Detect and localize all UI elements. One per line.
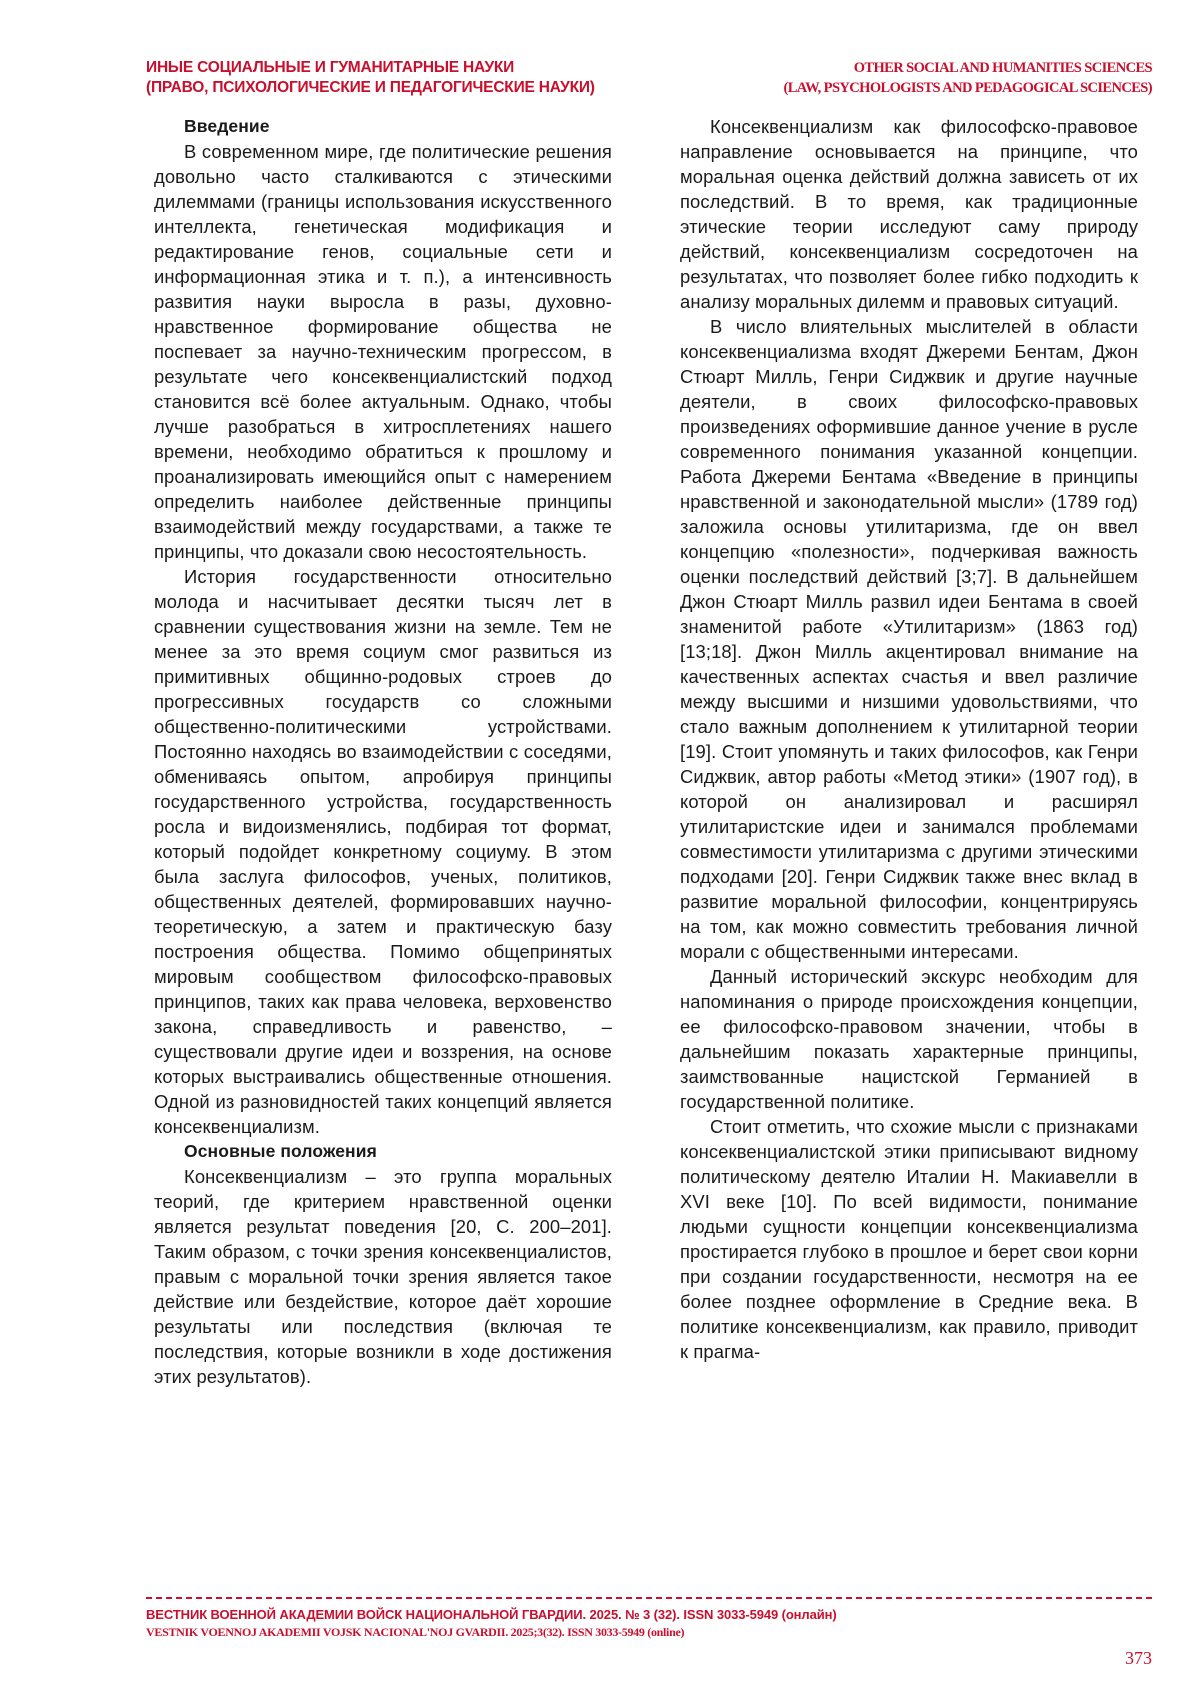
paragraph-right-4: Стоит отметить, что схожие мысли с признаками консеквенциалистской этики приписывают видному политическому деятелю Италии Н. Макиавелли в XVI веке [10]. По всей видимости, понимание людьми сущности концепции консеквенциализма простирается глубоко в прошлое и берет свои корни при создании государственности, несмотря на ее более позднее оформление в Средние века. В политике консеквенциализм, как правило, приводит к прагма-	[680, 1116, 1138, 1362]
paragraph-main-1: Консеквенциализм – это группа моральных теорий, где критерием нравственной оценки является результат поведения [20, С. 200–201]. Таким образом, с точки зрения консеквенциалистов, правым с моральной точки зрения является такое действие или бездействие, которое даёт хорошие результаты или последствия (включая те последствия, которые возникли в ходе достижения этих результатов).	[154, 1166, 612, 1387]
footer-divider	[146, 1597, 1152, 1599]
right-text-column	[680, 114, 1138, 1364]
header-en-line1: OTHER SOCIAL AND HUMANITIES SCIENCES	[853, 60, 1152, 76]
header-ru-line1: ИНЫЕ СОЦИАЛЬНЫЕ И ГУМАНИТАРНЫЕ НАУКИ	[146, 59, 515, 76]
paragraph-right-2: В число влиятельных мыслителей в области консеквенциализма входят Джереми Бентам, Джон Стюарт Милль, Генри Сиджвик и другие научные деятели, в своих философско-правовых произведениях оформившие данное учение в русле современного понимания указанной концепции. Работа Джереми Бентама «Введение в принципы нравственной и законодательной мысли» (1789 год) заложила основы утилитаризма, где он ввел концепцию «полезности», подчеркивая важность оценки последствий действий [3;7]. В дальнейшем Джон Стюарт Милль развил идеи Бентама в своей знаменитой работе «Утилитаризм» (1863 год) [13;18]. Джон Милль акцентировал внимание на качественных аспектах счастья и ввел различие между высшими и низшими удовольствиями, что стало важным дополнением к утилитарной теории [19]. Стоит упомянуть и таких философов, как Генри Сиджвик, автор работы «Метод этики» (1907 год), в которой он анализировал и расширял утилитаристские идеи и занимался проблемами совместимости утилитаризма с другими этическими подходами [20]. Генри Сиджвик также внес вклад в развитие моральной философии, концентрируясь на том, как можно совместить требования личной морали с общественными интересами.	[680, 316, 1138, 962]
left-text-column	[154, 114, 612, 1389]
header-en-line2: (LAW, PSYCHOLOGISTS AND PEDAGOGICAL SCIENCES)	[783, 80, 1152, 96]
journal-section-header-en	[632, 58, 1152, 98]
paragraph-intro-1: В современном мире, где политические решения довольно часто сталкиваются с этическими дилеммами (границы использования искусственного интеллекта, генетическая модификация и редактирование генов, социальные сети и информационная этика и т. п.), а интенсивность развития науки выросла в разы, духовно-нравственное формирование общества не поспевает за научно-техническим прогрессом, в результате чего консеквенциалистский подход становится всё более актуальным. Однако, чтобы лучше разобраться в хитросплетениях нашего времени, необходимо обратиться к прошлому и проанализировать имеющийся опыт с намерением определить наиболее действенные принципы взаимодействий между государствами, а также те принципы, что доказали свою несостоятельность.	[154, 141, 612, 562]
heading-main-provisions: Основные положения	[184, 1141, 377, 1161]
paragraph-right-3: Данный исторический экскурс необходим для напоминания о природе происхождения концепции, ее философско-правовом значении, чтобы в дальнейшим показать характерные принципы, заимствованные нацистской Германией в государственной политике.	[680, 966, 1138, 1112]
heading-introduction: Введение	[184, 116, 270, 136]
paragraph-right-1: Консеквенциализм как философско-правовое направление основывается на принципе, что моральная оценка действий должна зависеть от их последствий. В то время, как традиционные этические теории исследуют саму природу действий, консеквенциализм сосредоточен на результатах, что позволяет более гибко подходить к анализу моральных дилемм и правовых ситуаций.	[680, 116, 1138, 312]
paragraph-intro-2: История государственности относительно молода и насчитывает десятки тысяч лет в сравнении существования жизни на земле. Тем не менее за это время социум смог развиться из примитивных общинно-родовых строев до прогрессивных государств со сложными общественно-политическими устройствами. Постоянно находясь во взаимодействии с соседями, обмениваясь опытом, апробируя принципы государственного устройства, государственность росла и видоизменялись, подбирая тот формат, который подойдет конкретному социуму. В этом была заслуга философов, ученых, политиков, общественных деятелей, формировавших научно-теоретическую, а затем и практическую базу построения общества. Помимо общепринятых мировым сообществом философско-правовых принципов, таких как права человека, верховенство закона, справедливость и равенство, – существовали другие идеи и воззрения, на основе которых выстраивались общественные отношения. Одной из разновидностей таких концепций является консеквенциализм.	[154, 566, 612, 1137]
footer-journal-ru: ВЕСТНИК ВОЕННОЙ АКАДЕМИИ ВОЙСК НАЦИОНАЛЬНОЙ ГВАРДИИ. 2025. № 3 (32). ISSN 3033-5949 (онлайн)	[146, 1607, 837, 1622]
footer-journal-en: VESTNIK VOENNOJ AKADEMII VOJSK NACIONAL'NOJ GVARDII. 2025;3(32). ISSN 3033-5949 (online)	[146, 1625, 685, 1639]
journal-section-header-ru	[146, 58, 666, 98]
page-number: 373	[1125, 1648, 1152, 1668]
header-ru-line2: (ПРАВО, ПСИХОЛОГИЧЕСКИЕ И ПЕДАГОГИЧЕСКИЕ НАУКИ)	[146, 79, 595, 96]
